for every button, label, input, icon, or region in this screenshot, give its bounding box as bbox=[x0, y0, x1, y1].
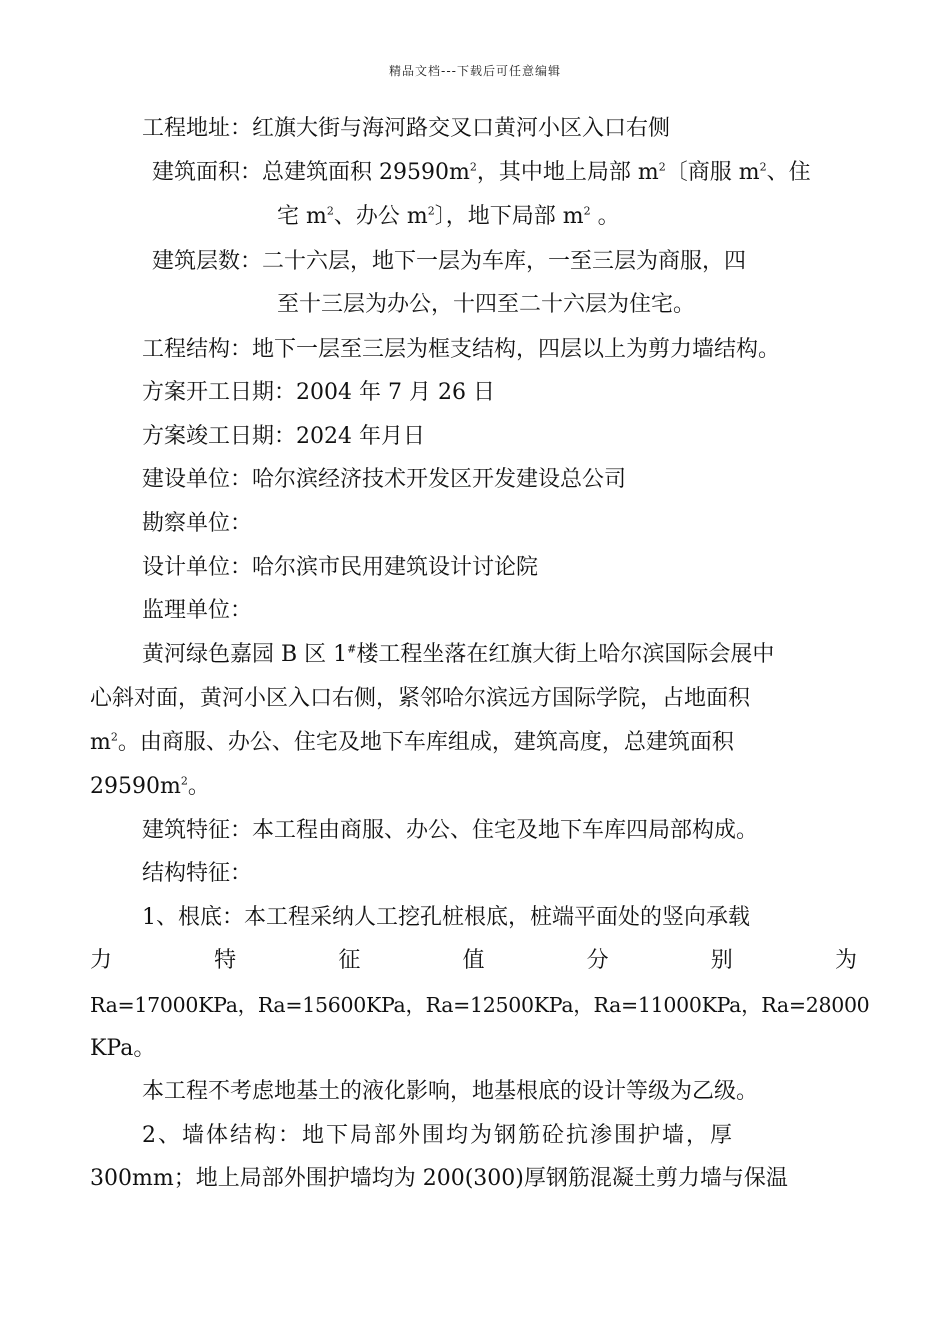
foundation-char: 力 bbox=[90, 948, 113, 973]
description-text: 。由商服、办公、住宅及地下车库组成，建筑高度，总建筑面积 bbox=[117, 730, 734, 755]
floors-label: 建筑层数： bbox=[152, 249, 263, 274]
structure-value: 地下一层至三层为框支结构，四层以上为剪力墙结构。 bbox=[252, 337, 781, 362]
foundation-line-3: Ra=17000KPa，Ra=15600KPa，Ra=12500KPa，Ra=11000KPa，Ra=28000 bbox=[90, 993, 870, 1017]
superscript: 2 bbox=[583, 204, 591, 218]
designer-label: 设计单位： bbox=[142, 555, 253, 580]
foundation-char: 特 bbox=[214, 948, 237, 973]
address-value: 红旗大街与海河路交叉口黄河小区入口右侧 bbox=[252, 116, 671, 141]
area-text: 〔商服 m bbox=[665, 160, 760, 185]
superscript: 2 bbox=[427, 204, 435, 218]
area-text: 总建筑面积 29590m bbox=[262, 160, 470, 185]
foundation-line-1: 1、根底：本工程采纳人工挖孔桩根底，桩端平面处的竖向承载 bbox=[142, 905, 750, 930]
address-line bbox=[142, 114, 670, 144]
foundation-line-2 bbox=[90, 946, 857, 976]
description-line-1 bbox=[142, 640, 774, 670]
foundation-char: 别 bbox=[710, 948, 733, 973]
floors-line-2: 至十三层为办公，十四至二十六层为住宅。 bbox=[277, 292, 696, 317]
description-line-2: 心斜对面，黄河小区入口右侧，紧邻哈尔滨远方国际学院，占地面积 bbox=[90, 686, 751, 711]
area-text: 、办公 m bbox=[333, 204, 428, 229]
description-text: 黄河绿色嘉园 B 区 1 bbox=[142, 642, 348, 667]
address-label: 工程地址： bbox=[142, 116, 253, 141]
finish-date-line bbox=[142, 422, 425, 452]
area-text: ，其中地上局部 m bbox=[476, 160, 659, 185]
structure-feature-label: 结构特征： bbox=[142, 861, 253, 886]
structure-line bbox=[142, 335, 780, 365]
superscript: 2 bbox=[469, 160, 477, 174]
superscript: 2 bbox=[759, 160, 767, 174]
builder-line bbox=[142, 465, 626, 495]
builder-label: 建设单位： bbox=[142, 467, 253, 492]
area-text: 。 bbox=[590, 204, 620, 229]
foundation-char: 值 bbox=[462, 948, 485, 973]
supervisor-line bbox=[142, 596, 252, 626]
foundation-line-4: KPa。 bbox=[90, 1036, 156, 1061]
designer-line bbox=[142, 553, 538, 583]
superscript: 2 bbox=[110, 730, 118, 744]
area-line-2 bbox=[277, 202, 620, 232]
start-date-line bbox=[142, 378, 495, 408]
feature-value: 本工程由商服、办公、住宅及地下车库四局部构成。 bbox=[252, 818, 759, 843]
foundation-char: 征 bbox=[338, 948, 361, 973]
start-date-value: 2004 年 7 月 26 日 bbox=[296, 380, 495, 405]
liquefaction-line: 本工程不考虑地基土的液化影响，地基根底的设计等级为乙级。 bbox=[142, 1079, 759, 1104]
finish-date-value: 2024 年月日 bbox=[296, 424, 425, 449]
foundation-char: 分 bbox=[586, 948, 609, 973]
description-text: 楼工程坐落在红旗大街上哈尔滨国际会展中 bbox=[356, 642, 775, 667]
superscript: # bbox=[347, 642, 357, 656]
area-label: 建筑面积： bbox=[152, 160, 263, 185]
page-header: 精品文档---下载后可任意编辑 bbox=[389, 64, 561, 78]
superscript: 2 bbox=[658, 160, 666, 174]
survey-label: 勘察单位： bbox=[142, 511, 253, 536]
foundation-char: 为 bbox=[834, 948, 857, 973]
description-line-3 bbox=[90, 728, 734, 758]
area-line-1 bbox=[152, 158, 811, 188]
designer-value: 哈尔滨市民用建筑设计讨论院 bbox=[252, 555, 539, 580]
area-text: 宅 m bbox=[277, 204, 327, 229]
wall-line-2: 300mm；地上局部外围护墙均为 200(300)厚钢筋混凝土剪力墙与保温 bbox=[90, 1166, 788, 1191]
superscript: 2 bbox=[326, 204, 334, 218]
survey-line bbox=[142, 509, 252, 539]
floors-value: 二十六层，地下一层为车库，一至三层为商服，四 bbox=[262, 249, 747, 274]
floors-line-1 bbox=[152, 247, 746, 277]
wall-line-1: 2、墙体结构：地下局部外围均为钢筋砼抗渗围护墙，厚 bbox=[142, 1123, 734, 1148]
start-date-label: 方案开工日期： bbox=[142, 380, 297, 405]
builder-value: 哈尔滨经济技术开发区开发建设总公司 bbox=[252, 467, 627, 492]
description-text: m bbox=[90, 730, 111, 755]
area-text: 、住 bbox=[766, 160, 811, 185]
description-text: 。 bbox=[187, 774, 210, 799]
supervisor-label: 监理单位： bbox=[142, 598, 253, 623]
feature-label: 建筑特征： bbox=[142, 818, 253, 843]
structure-label: 工程结构： bbox=[142, 337, 253, 362]
description-line-4 bbox=[90, 772, 210, 802]
feature-line bbox=[142, 816, 758, 846]
description-text: 29590m bbox=[90, 774, 181, 799]
superscript: 2 bbox=[180, 774, 188, 788]
area-text: 〕，地下局部 m bbox=[434, 204, 584, 229]
finish-date-label: 方案竣工日期： bbox=[142, 424, 297, 449]
